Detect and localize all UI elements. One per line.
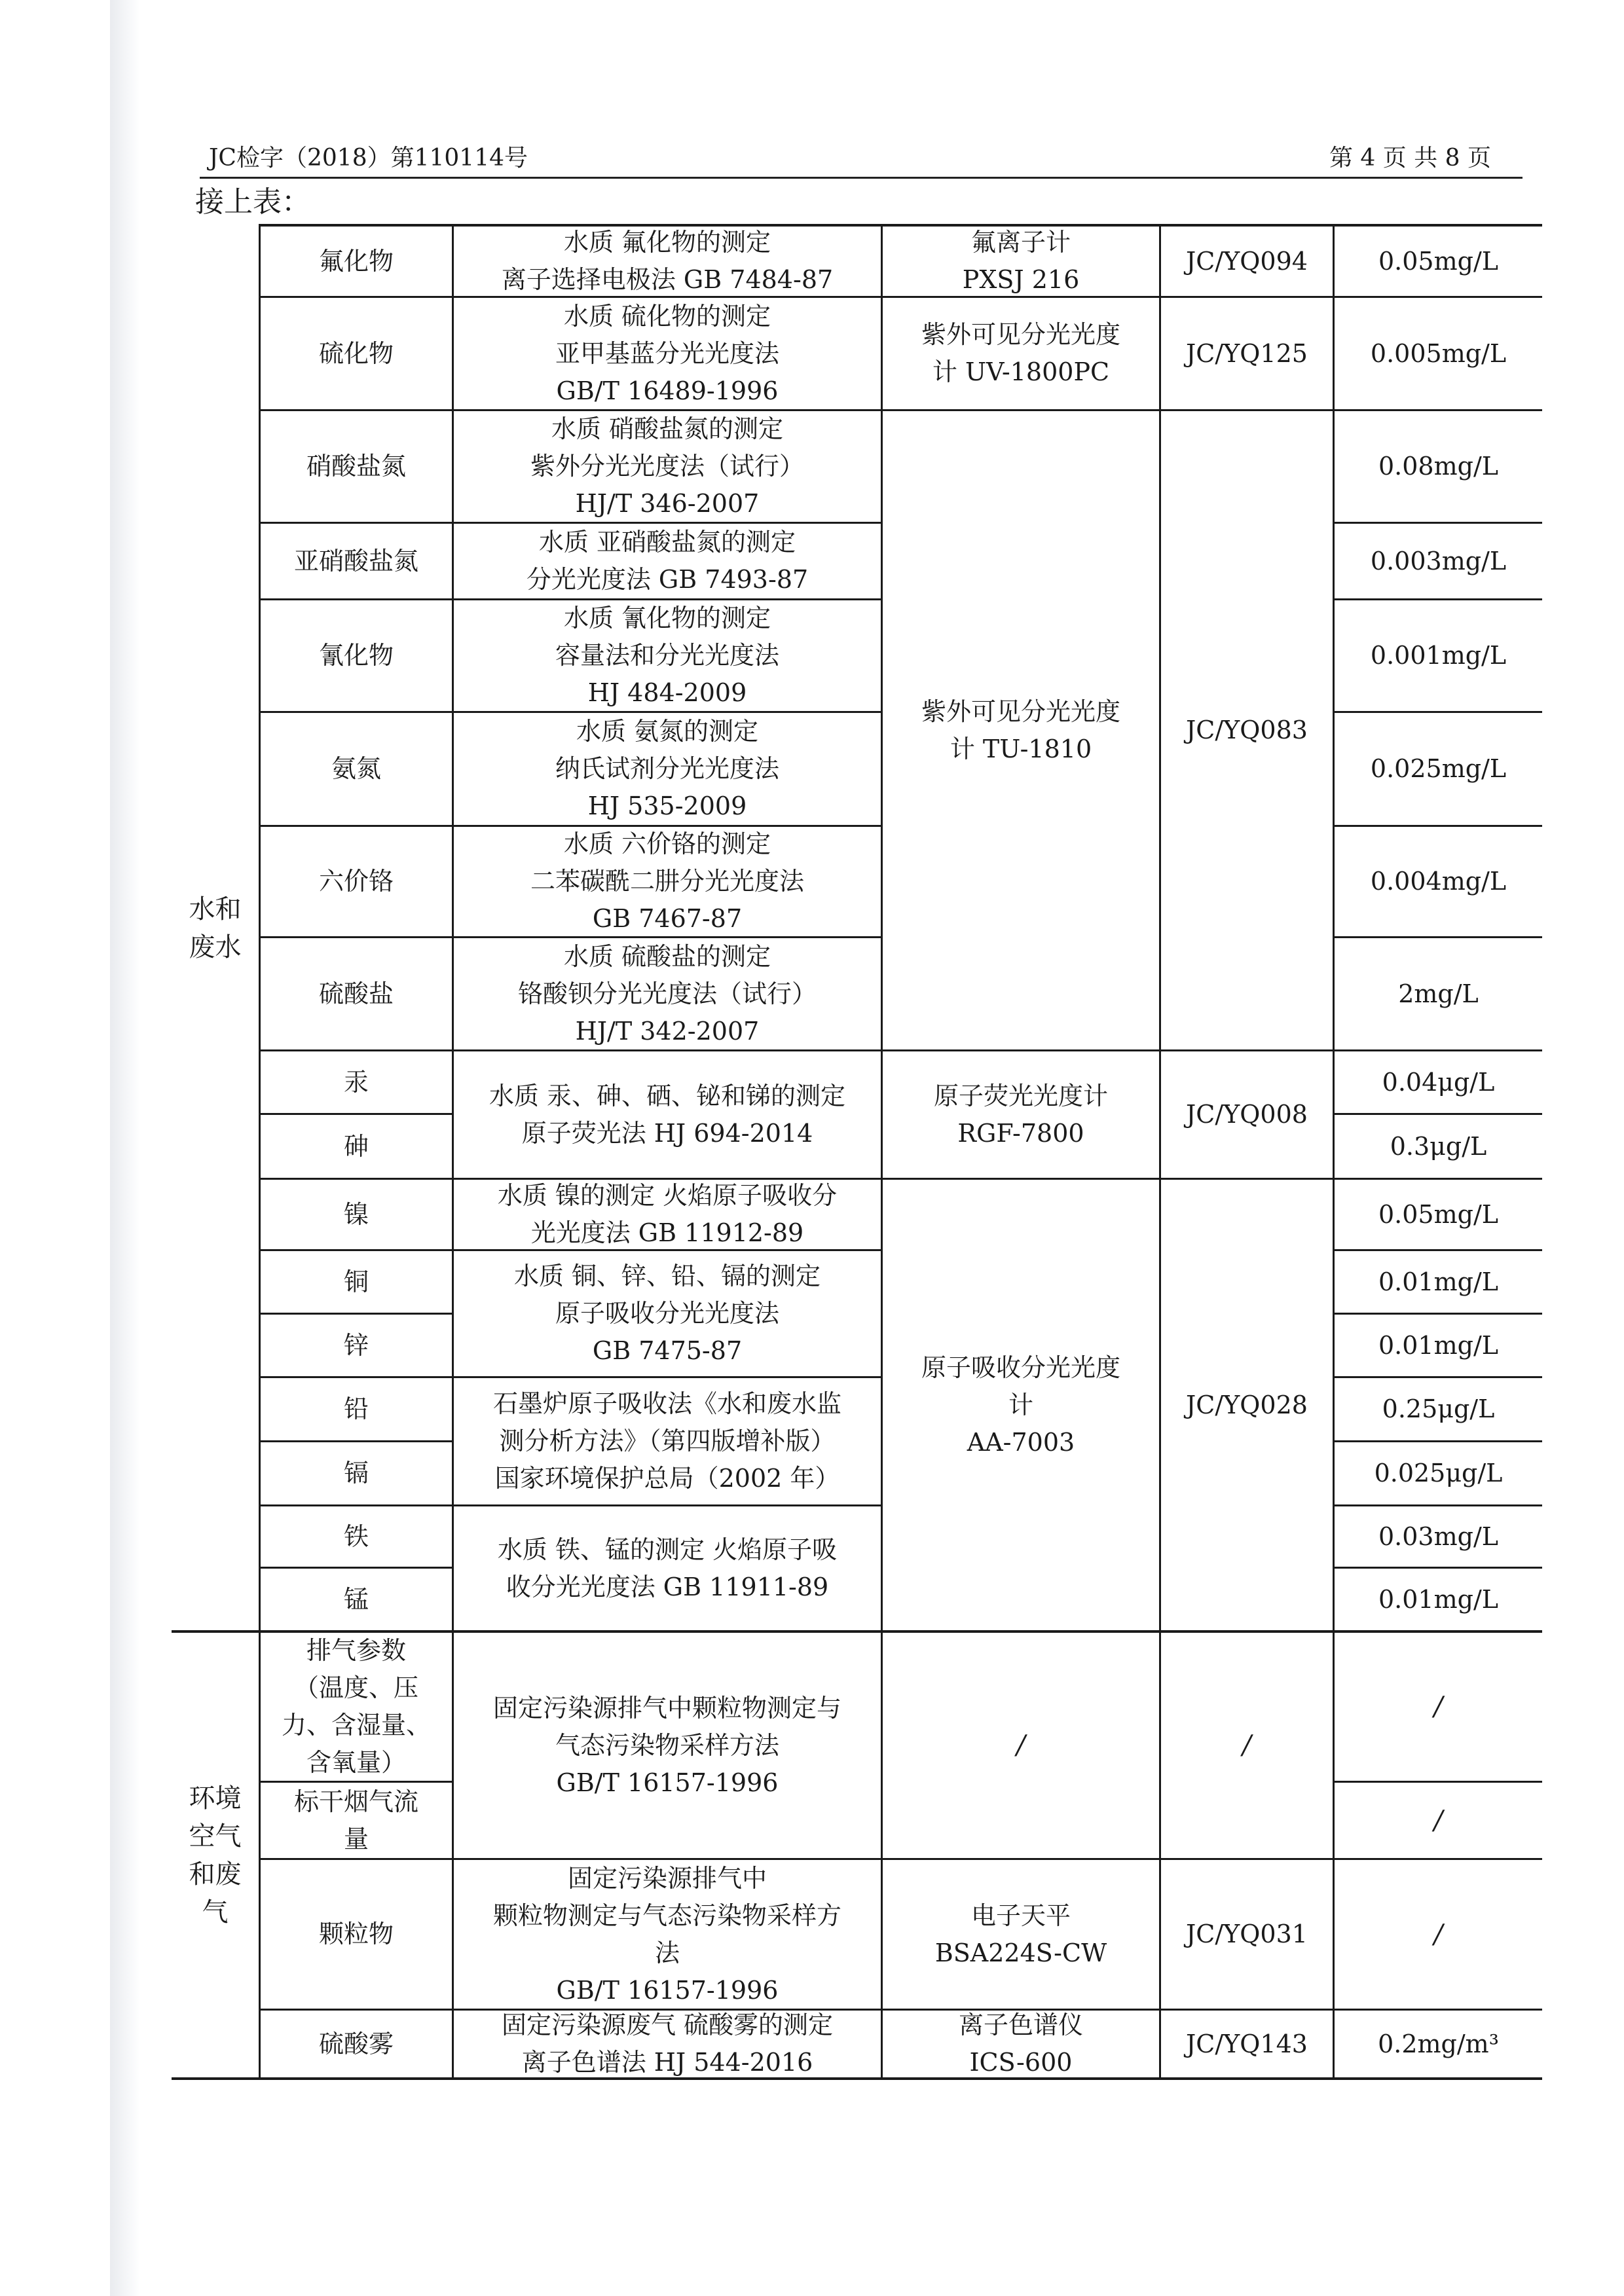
detection-limit: 0.04μg/L	[1382, 1067, 1495, 1097]
test-item: 亚硝酸盐氮	[293, 546, 418, 575]
instrument-id: JC/YQ031	[1186, 1920, 1308, 1948]
test-item: 排气参数 （温度、压 力、含湿量、 含氧量）	[281, 1636, 431, 1777]
category-air: 环境 空气 和废 气	[189, 1783, 242, 1927]
page-number: 第 4 页 共 8 页	[1329, 145, 1491, 172]
category-water: 水和 废水	[189, 894, 242, 962]
detection-limit: 0.001mg/L	[1370, 641, 1507, 670]
detection-limit: 0.3μg/L	[1390, 1131, 1487, 1161]
test-item: 六价铬	[318, 867, 394, 896]
detection-limit: 0.01mg/L	[1378, 1267, 1498, 1296]
detection-limit: 0.01mg/L	[1378, 1584, 1498, 1614]
test-item: 硫酸盐	[318, 979, 394, 1008]
instrument-id: JC/YQ143	[1186, 2029, 1308, 2058]
test-item: 硫化物	[318, 338, 394, 368]
test-item: 硝酸盐氮	[306, 452, 406, 481]
test-method: 水质 硝酸盐氮的测定 紫外分光光度法（试行） HJ/T 346-2007	[530, 414, 804, 518]
instrument-name: 氟离子计 PXSJ 216	[962, 228, 1080, 294]
detection-limit: /	[1433, 1805, 1443, 1836]
instrument-name: 电子天平 BSA224S-CW	[934, 1901, 1107, 1967]
test-method: 水质 汞、砷、硒、铋和锑的测定 原子荧光法 HJ 694-2014	[489, 1081, 846, 1148]
test-item: 氰化物	[318, 641, 394, 670]
instrument-id: JC/YQ083	[1186, 716, 1308, 744]
test-method: 水质 硫化物的测定 亚甲基蓝分光光度法 GB/T 16489-1996	[555, 301, 779, 405]
detection-limit: 0.25μg/L	[1382, 1394, 1495, 1423]
test-item: 氨氮	[331, 754, 381, 783]
instrument-name: 紫外可见分光光度 计 UV-1800PC	[921, 320, 1120, 386]
detection-limit: 0.004mg/L	[1370, 867, 1507, 896]
report-number: JC检字（2018）第110114号	[209, 145, 528, 172]
test-method: 水质 硫酸盐的测定 铬酸钡分光光度法（试行） HJ/T 342-2007	[517, 941, 817, 1046]
instrument-id: JC/YQ094	[1186, 246, 1308, 276]
test-method: 水质 亚硝酸盐氮的测定 分光光度法 GB 7493-87	[526, 528, 809, 594]
continuation-label: 接上表：	[195, 185, 310, 219]
test-method: 水质 铜、锌、铅、镉的测定 原子吸收分光光度法 GB 7475-87	[513, 1262, 821, 1365]
instrument-name: 原子吸收分光光度 计 AA-7003	[921, 1353, 1120, 1457]
instrument-id: /	[1242, 1730, 1251, 1760]
test-item: 硫酸雾	[318, 2029, 394, 2058]
instrument-name: 离子色谱仪 ICS-600	[958, 2011, 1083, 2077]
test-method: 水质 氰化物的测定 容量法和分光光度法 HJ 484-2009	[555, 604, 779, 707]
test-item: 锰	[343, 1584, 369, 1614]
detection-limit: 0.2mg/m³	[1378, 2029, 1499, 2058]
detection-limit: 0.005mg/L	[1370, 338, 1507, 368]
detection-limit: 0.08mg/L	[1378, 452, 1498, 481]
test-item: 汞	[343, 1067, 369, 1097]
test-method: 石墨炉原子吸收法《水和废水监 测分析方法》（第四版增补版） 国家环境保护总局（2002 年）	[492, 1389, 841, 1493]
detection-limit: 0.05mg/L	[1378, 1199, 1498, 1229]
detection-limit: 0.025μg/L	[1374, 1459, 1503, 1487]
test-item: 铅	[343, 1394, 369, 1423]
test-item: 铁	[343, 1522, 369, 1551]
test-method: 固定污染源排气中 颗粒物测定与气态污染物采样方 法 GB/T 16157-1996	[492, 1863, 841, 2005]
test-method: 水质 氟化物的测定 离子选择电极法 GB 7484-87	[501, 228, 834, 294]
test-item: 镉	[343, 1459, 369, 1487]
instrument-id: JC/YQ125	[1186, 338, 1308, 368]
test-method: 固定污染源排气中颗粒物测定与 气态污染物采样方法 GB/T 16157-1996	[492, 1693, 841, 1797]
test-item: 锌	[343, 1330, 369, 1360]
test-method: 固定污染源废气 硫酸雾的测定 离子色谱法 HJ 544-2016	[501, 2011, 834, 2077]
test-method: 水质 氨氮的测定 纳氏试剂分光光度法 HJ 535-2009	[555, 717, 779, 820]
detection-limit: 2mg/L	[1398, 979, 1479, 1008]
detection-limit: 0.05mg/L	[1378, 246, 1498, 276]
detection-limit: /	[1433, 1919, 1443, 1950]
instrument-name: /	[1016, 1730, 1025, 1760]
test-item: 颗粒物	[318, 1920, 394, 1948]
instrument-id: JC/YQ028	[1186, 1390, 1308, 1419]
instrument-name: 紫外可见分光光度 计 TU-1810	[921, 697, 1120, 763]
test-method: 水质 镍的测定 火焰原子吸收分 光光度法 GB 11912-89	[497, 1181, 838, 1247]
detection-limit: 0.03mg/L	[1378, 1522, 1498, 1551]
detection-limit: 0.003mg/L	[1370, 546, 1507, 575]
detection-limit: 0.01mg/L	[1378, 1330, 1498, 1360]
instrument-id: JC/YQ008	[1186, 1100, 1308, 1129]
detection-limit: 0.025mg/L	[1370, 754, 1507, 783]
test-item: 标干烟气流 量	[293, 1787, 418, 1853]
test-item: 氟化物	[318, 246, 394, 276]
test-item: 砷	[343, 1131, 369, 1161]
test-method: 水质 六价铬的测定 二苯碳酰二肼分光光度法 GB 7467-87	[530, 829, 804, 933]
test-item: 镍	[343, 1199, 369, 1229]
test-item: 铜	[343, 1267, 369, 1296]
detection-limit: /	[1433, 1692, 1443, 1722]
instrument-name: 原子荧光光度计 RGF-7800	[933, 1081, 1108, 1148]
test-method: 水质 铁、锰的测定 火焰原子吸 收分光光度法 GB 11911-89	[497, 1535, 838, 1601]
